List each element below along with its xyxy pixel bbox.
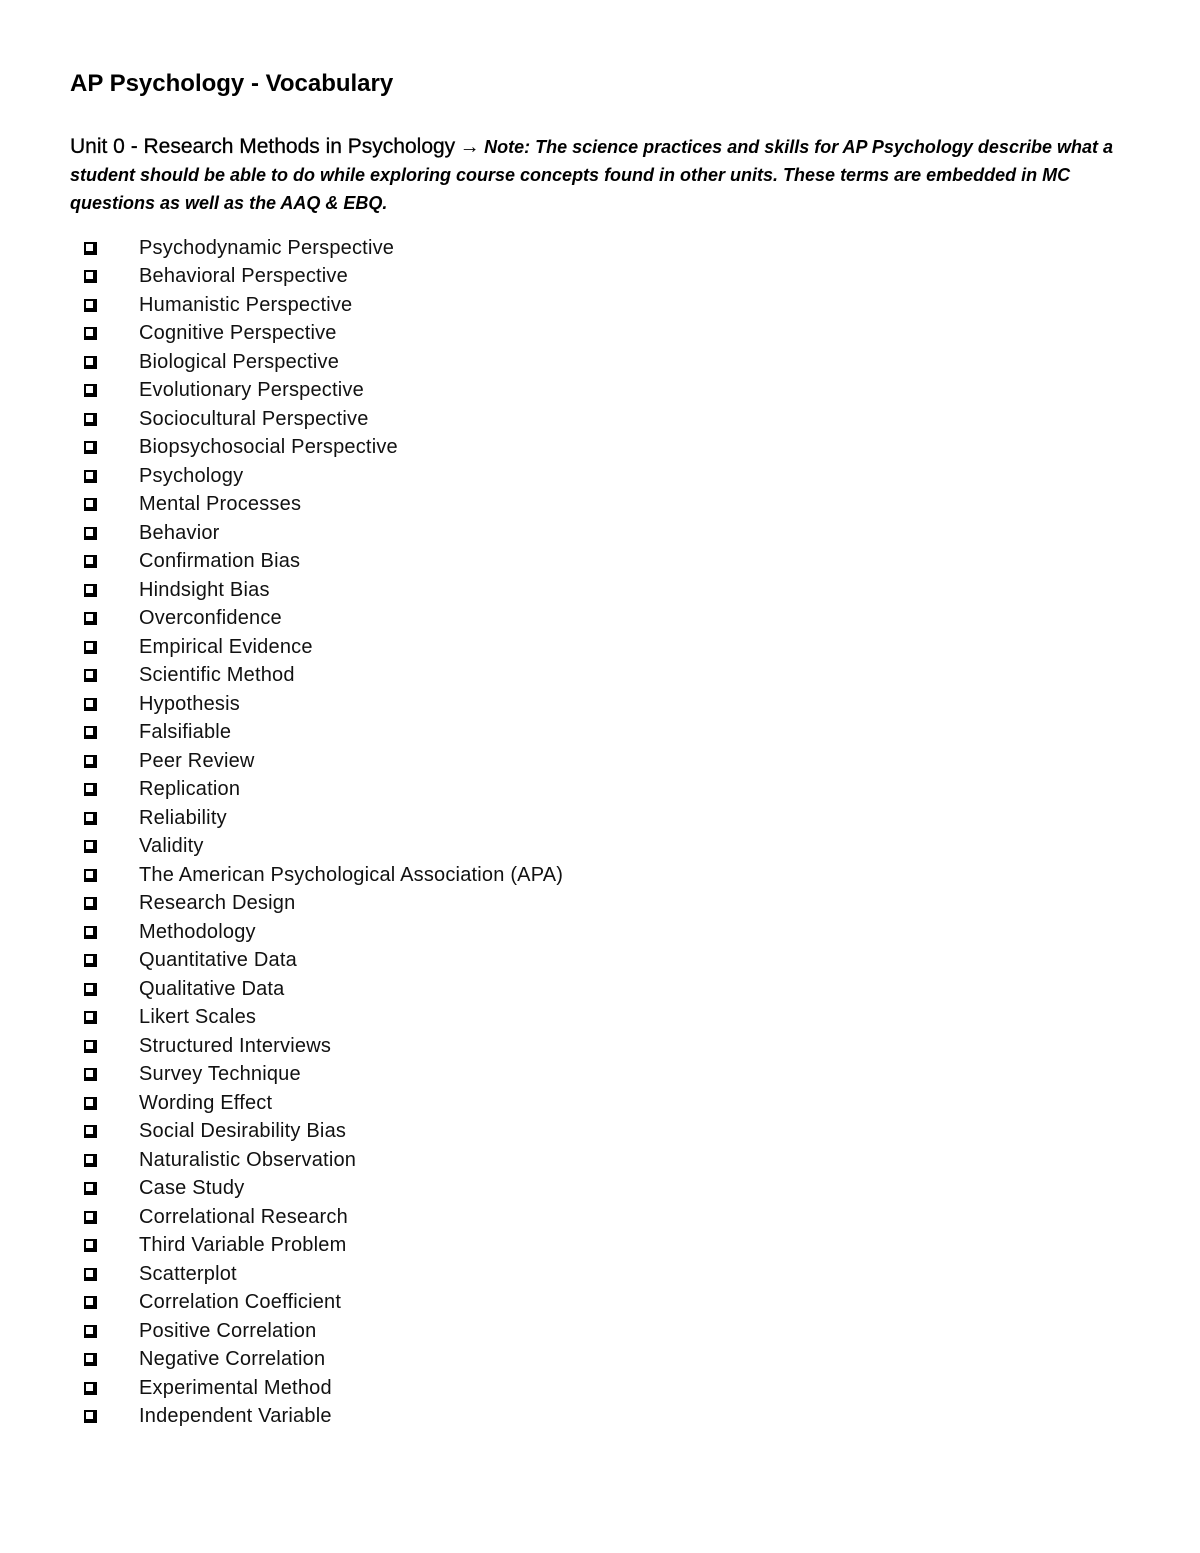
checkbox-icon[interactable]: [84, 470, 97, 483]
vocab-item: [84, 1203, 563, 1232]
checkbox-icon[interactable]: [84, 641, 97, 654]
checkbox-icon[interactable]: [84, 1325, 97, 1338]
vocab-term: Correlation Coefficient: [139, 1291, 342, 1314]
checkbox-icon[interactable]: [84, 897, 97, 910]
checkbox-icon[interactable]: [84, 1040, 97, 1053]
vocab-term: Scientific Method: [139, 664, 295, 687]
page-title: AP Psychology - Vocabulary: [70, 70, 394, 97]
unit-header: [70, 133, 1140, 218]
vocab-term: Behavior: [139, 521, 220, 544]
vocab-item: [84, 719, 563, 748]
vocab-term: Negative Correlation: [139, 1348, 326, 1371]
vocab-item: [84, 1004, 563, 1033]
unit-heading: Unit 0 - Research Methods in Psychology: [70, 135, 456, 158]
vocab-item: [84, 690, 563, 719]
checkbox-icon[interactable]: [84, 926, 97, 939]
checkbox-icon[interactable]: [84, 1182, 97, 1195]
checkbox-icon[interactable]: [84, 840, 97, 853]
vocab-term: Humanistic Perspective: [139, 293, 353, 316]
checkbox-icon[interactable]: [84, 1097, 97, 1110]
vocab-item: [84, 633, 563, 662]
checkbox-icon[interactable]: [84, 1011, 97, 1024]
vocab-term: Mental Processes: [139, 493, 302, 516]
unit-note: Note: The science practices and skills for AP Psychology describe what a student should be able to do while exploring course concepts found in other units. These terms are embedded in MC questions as well as the AAQ & EBQ.: [70, 137, 1113, 213]
vocab-term: Falsifiable: [139, 721, 232, 744]
checkbox-icon[interactable]: [84, 755, 97, 768]
vocab-term: Social Desirability Bias: [139, 1120, 347, 1143]
arrow-glyph: →: [459, 136, 480, 158]
vocab-term: Validity: [139, 835, 204, 858]
vocab-item: [84, 291, 563, 320]
vocab-item: [84, 776, 563, 805]
vocab-item: [84, 1146, 563, 1175]
vocab-term: The American Psychological Association (APA): [139, 863, 564, 886]
vocab-item: [84, 1232, 563, 1261]
vocab-term: Wording Effect: [139, 1091, 273, 1114]
checkbox-icon[interactable]: [84, 441, 97, 454]
vocab-term: Behavioral Perspective: [139, 265, 348, 288]
vocab-item: [84, 1032, 563, 1061]
vocab-term: Sociocultural Perspective: [139, 407, 369, 430]
vocab-item: [84, 947, 563, 976]
checkbox-icon[interactable]: [84, 413, 97, 426]
vocab-item: [84, 1118, 563, 1147]
vocab-item: [84, 662, 563, 691]
checkbox-icon[interactable]: [84, 555, 97, 568]
checkbox-icon[interactable]: [84, 698, 97, 711]
vocab-term: Replication: [139, 778, 241, 801]
vocab-term: Hindsight Bias: [139, 578, 270, 601]
vocab-item: [84, 320, 563, 349]
vocab-item: [84, 747, 563, 776]
checkbox-icon[interactable]: [84, 1353, 97, 1366]
vocab-term: Methodology: [139, 920, 256, 943]
vocab-item: [84, 1403, 563, 1432]
vocab-item: [84, 975, 563, 1004]
vocab-term: Cognitive Perspective: [139, 322, 337, 345]
vocab-item: [84, 434, 563, 463]
vocab-term: Evolutionary Perspective: [139, 379, 364, 402]
vocab-term: Third Variable Problem: [139, 1234, 347, 1257]
vocab-item: [84, 234, 563, 263]
checkbox-icon[interactable]: [84, 1268, 97, 1281]
vocab-item: [84, 519, 563, 548]
checkbox-icon[interactable]: [84, 869, 97, 882]
checkbox-icon[interactable]: [84, 584, 97, 597]
vocab-item: [84, 377, 563, 406]
vocab-term: Biopsychosocial Perspective: [139, 436, 398, 459]
checkbox-icon[interactable]: [84, 1382, 97, 1395]
vocab-item: [84, 1289, 563, 1318]
checkbox-icon[interactable]: [84, 498, 97, 511]
checkbox-icon[interactable]: [84, 384, 97, 397]
vocab-term: Likert Scales: [139, 1006, 257, 1029]
checkbox-icon[interactable]: [84, 1154, 97, 1167]
vocab-item: [84, 1175, 563, 1204]
checkbox-icon[interactable]: [84, 1410, 97, 1423]
vocab-item: [84, 348, 563, 377]
vocab-term: Positive Correlation: [139, 1319, 317, 1342]
vocab-item: [84, 1061, 563, 1090]
checkbox-icon[interactable]: [84, 726, 97, 739]
checkbox-icon[interactable]: [84, 527, 97, 540]
checkbox-icon[interactable]: [84, 983, 97, 996]
checkbox-icon[interactable]: [84, 356, 97, 369]
checkbox-icon[interactable]: [84, 812, 97, 825]
vocab-term: Confirmation Bias: [139, 550, 301, 573]
checkbox-icon[interactable]: [84, 270, 97, 283]
vocab-item: [84, 263, 563, 292]
checkbox-icon[interactable]: [84, 612, 97, 625]
vocab-item: [84, 804, 563, 833]
vocab-term: Overconfidence: [139, 607, 282, 630]
checkbox-icon[interactable]: [84, 1296, 97, 1309]
vocab-term: Psychodynamic Perspective: [139, 236, 395, 259]
vocab-item: [84, 833, 563, 862]
vocab-item: [84, 1317, 563, 1346]
vocab-item: [84, 548, 563, 577]
vocab-item: [84, 1089, 563, 1118]
vocab-item: [84, 491, 563, 520]
vocab-term: Structured Interviews: [139, 1034, 332, 1057]
vocab-item: [84, 1346, 563, 1375]
vocab-term: Hypothesis: [139, 692, 240, 715]
checkbox-icon[interactable]: [84, 327, 97, 340]
vocab-term: Correlational Research: [139, 1205, 348, 1228]
vocab-item: [84, 918, 563, 947]
vocab-item: [84, 462, 563, 491]
vocab-term: Reliability: [139, 806, 227, 829]
vocab-item: [84, 605, 563, 634]
vocab-term: Naturalistic Observation: [139, 1148, 357, 1171]
checkbox-icon[interactable]: [84, 783, 97, 796]
checkbox-icon[interactable]: [84, 299, 97, 312]
vocab-term: Independent Variable: [139, 1405, 332, 1428]
vocab-item: [84, 576, 563, 605]
checkbox-icon[interactable]: [84, 1125, 97, 1138]
vocab-term: Peer Review: [139, 749, 255, 772]
vocab-term: Psychology: [139, 464, 244, 487]
checkbox-icon[interactable]: [84, 954, 97, 967]
vocab-term: Research Design: [139, 892, 296, 915]
checkbox-icon[interactable]: [84, 669, 97, 682]
vocab-term: Biological Perspective: [139, 350, 340, 373]
vocab-term: Empirical Evidence: [139, 635, 313, 658]
checkbox-icon[interactable]: [84, 1211, 97, 1224]
vocab-item: [84, 890, 563, 919]
checkbox-icon[interactable]: [84, 242, 97, 255]
vocab-term: Quantitative Data: [139, 949, 297, 972]
vocab-item: [84, 1260, 563, 1289]
vocab-item: [84, 405, 563, 434]
vocab-term: Qualitative Data: [139, 977, 285, 1000]
checkbox-icon[interactable]: [84, 1239, 97, 1252]
vocab-item: [84, 861, 563, 890]
vocabulary-list: [84, 234, 563, 1431]
checkbox-icon[interactable]: [84, 1068, 97, 1081]
vocab-item: [84, 1374, 563, 1403]
vocab-term: Scatterplot: [139, 1262, 237, 1285]
vocab-term: Survey Technique: [139, 1063, 301, 1086]
vocab-term: Case Study: [139, 1177, 245, 1200]
vocab-term: Experimental Method: [139, 1376, 332, 1399]
